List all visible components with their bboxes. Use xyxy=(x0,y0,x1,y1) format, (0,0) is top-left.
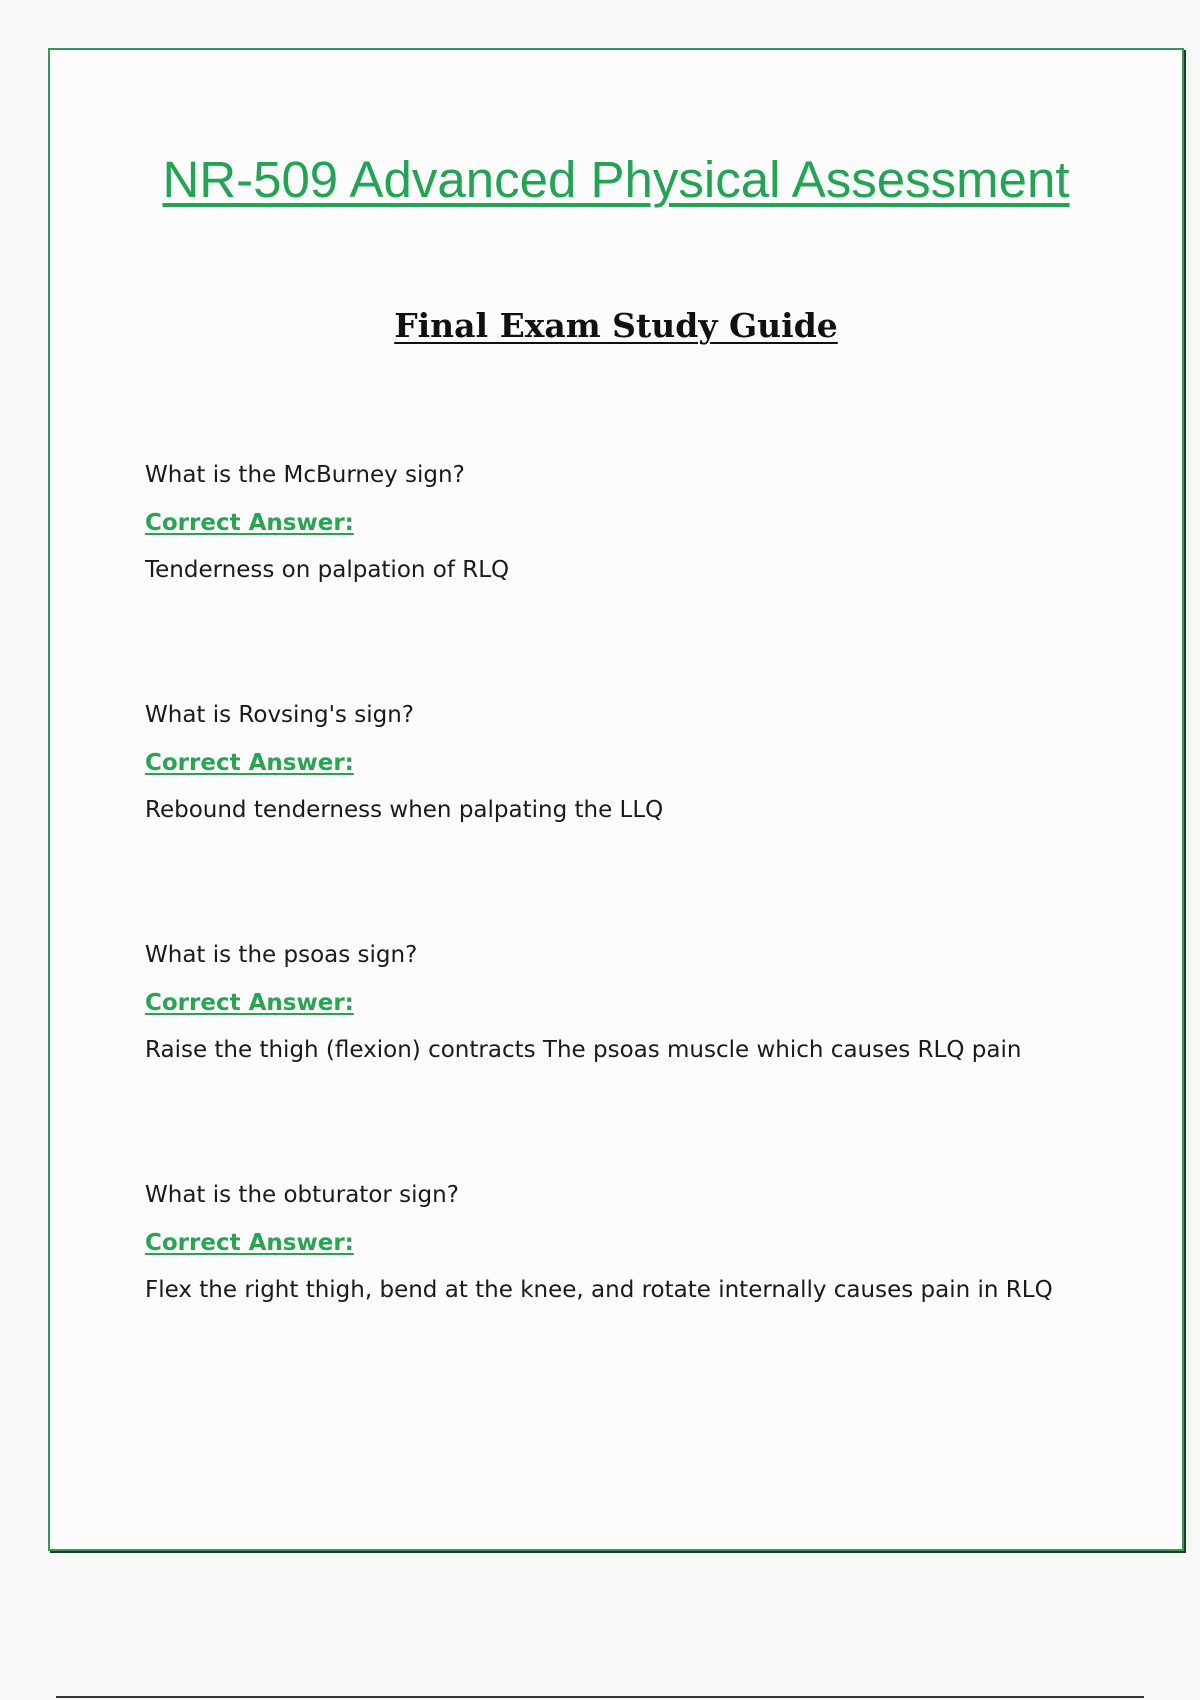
document-page xyxy=(48,48,1184,1551)
correct-answer-label: Correct Answer: xyxy=(145,990,354,1016)
footer-divider xyxy=(56,1696,1144,1698)
correct-answer-label: Correct Answer: xyxy=(145,510,354,536)
document-title: NR-509 Advanced Physical Assessment xyxy=(162,151,1070,208)
answer-text: Rebound tenderness when palpating the LLQ xyxy=(145,797,664,823)
question-text: What is Rovsing's sign? xyxy=(145,702,414,728)
answer-text: Tenderness on palpation of RLQ xyxy=(145,557,510,583)
correct-answer-label: Correct Answer: xyxy=(145,750,354,776)
qa-item xyxy=(145,460,1130,700)
qa-item xyxy=(145,700,1130,940)
answer-text: Raise the thigh (flexion) contracts The psoas muscle which causes RLQ pain xyxy=(145,1037,1022,1063)
qa-list xyxy=(145,460,1130,1420)
question-text: What is the obturator sign? xyxy=(145,1182,459,1208)
question-text: What is the McBurney sign? xyxy=(145,462,465,488)
qa-item xyxy=(145,940,1130,1180)
qa-item xyxy=(145,1180,1130,1420)
document-subtitle: Final Exam Study Guide xyxy=(394,306,838,345)
correct-answer-label: Correct Answer: xyxy=(145,1230,354,1256)
question-text: What is the psoas sign? xyxy=(145,942,418,968)
answer-text: Flex the right thigh, bend at the knee, and rotate internally causes pain in RLQ xyxy=(145,1277,1053,1303)
